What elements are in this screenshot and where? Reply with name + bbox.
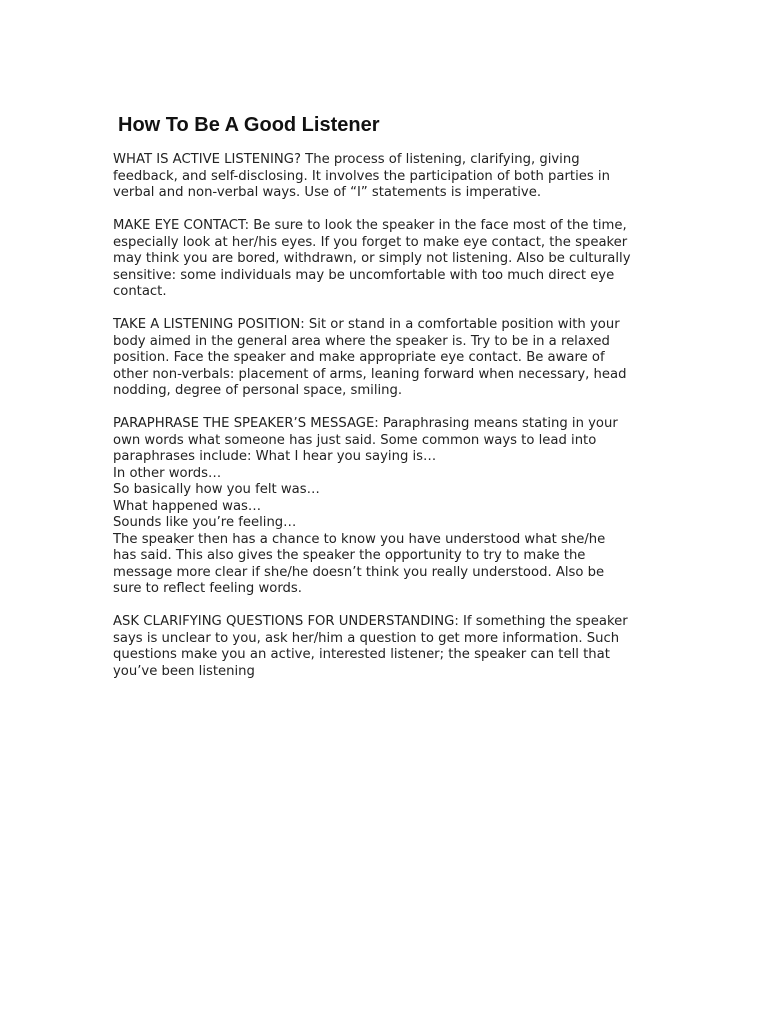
text-line: sure to reflect feeling words. [113,581,302,596]
text-line: What happened was… [113,498,262,514]
text-line: has said. This also gives the speaker the opportunity to try to make the [113,548,586,563]
text-line: other non-verbals: placement of arms, leaning forward when necessary, head [113,366,627,382]
paragraph-clarifying-questions [113,614,673,680]
text-line: So basically how you felt was… [113,482,320,497]
text-line: sensitive: some individuals may be uncomfortable with too much direct eye [113,267,615,283]
text-line: may think you are bored, withdrawn, or simply not listening. Also be culturally [113,251,631,266]
paragraph-eye-contact [113,218,673,301]
text-line: says is unclear to you, ask her/him a question to get more information. Such [113,630,620,646]
text-line: PARAPHRASE THE SPEAKER’S MESSAGE: Paraphrasing means stating in your [113,416,618,431]
document-body [113,152,673,697]
text-line: TAKE A LISTENING POSITION: Sit or stand in a comfortable position with your [113,317,620,332]
page-title: How To Be A Good Listener [118,114,380,136]
text-line: position. Face the speaker and make appropriate eye contact. Be aware of [113,350,605,365]
paragraph-paraphrase [113,416,673,598]
text-line: questions make you an active, interested listener; the speaker can tell that [113,647,610,662]
text-line: MAKE EYE CONTACT: Be sure to look the speaker in the face most of the time, [113,218,627,233]
text-line: especially look at her/his eyes. If you forget to make eye contact, the speaker [113,234,628,250]
text-line: message more clear if she/he doesn’t think you really understood. Also be [113,564,605,580]
text-line: The speaker then has a chance to know you have understood what she/he [113,531,606,547]
text-line: WHAT IS ACTIVE LISTENING? The process of listening, clarifying, giving [113,152,580,167]
text-line: In other words… [113,465,222,481]
text-line: nodding, degree of personal space, smiling. [113,383,403,398]
text-line: own words what someone has just said. Some common ways to lead into [113,432,597,448]
paragraph-listening-position [113,317,673,400]
text-line: Sounds like you’re feeling… [113,515,297,530]
text-line: body aimed in the general area where the speaker is. Try to be in a relaxed [113,333,610,349]
text-line: contact. [113,284,167,299]
text-line: verbal and non-verbal ways. Use of “I” statements is imperative. [113,185,542,200]
paragraph-active-listening [113,152,673,202]
text-line: ASK CLARIFYING QUESTIONS FOR UNDERSTANDING: If something the speaker [113,614,628,629]
text-line: paraphrases include: What I hear you saying is… [113,449,437,464]
text-line: feedback, and self-disclosing. It involves the participation of both parties in [113,168,610,184]
text-line: you’ve been listening [113,663,255,679]
